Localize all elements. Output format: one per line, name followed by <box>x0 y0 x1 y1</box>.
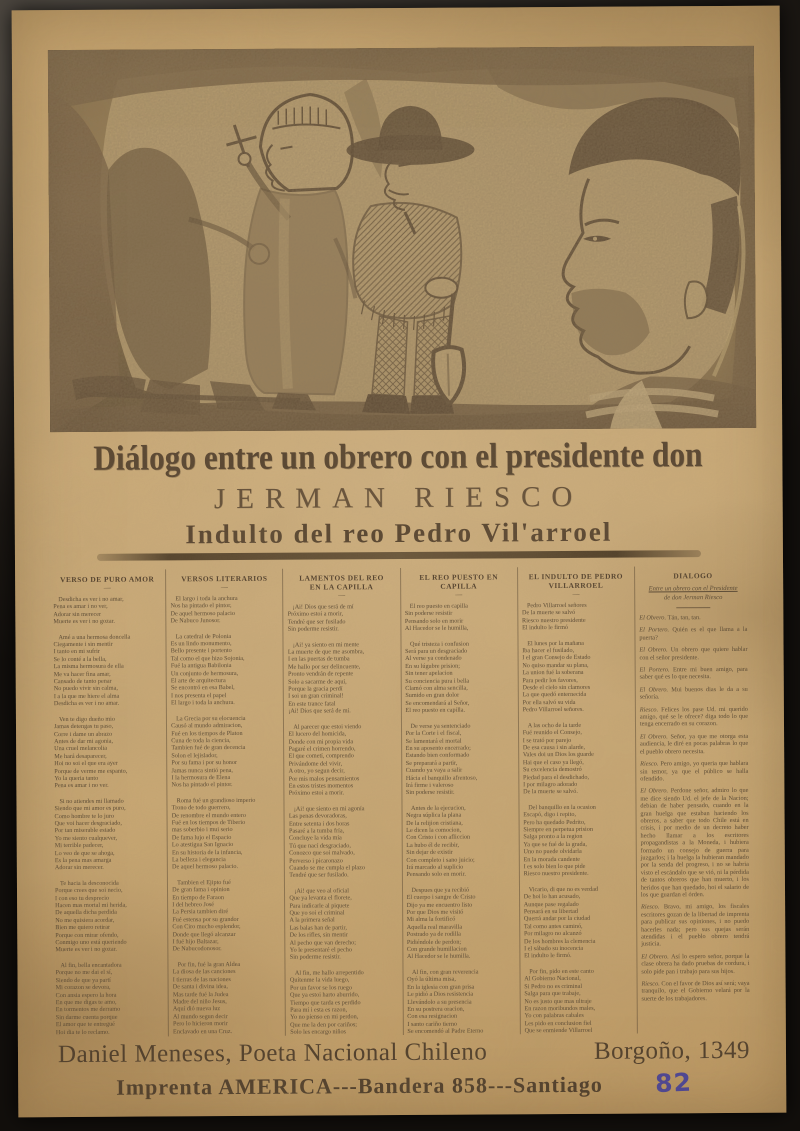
stanza: La Grecia por su elocuencia Causó al mundo admiracion, Fué en los tiempos de Platon Cuna de toda la ciencia, Tambien fué de gran decencia Solon el lejislador, Por su fama i por su honor Jamas nunca sintió pena, I la hermosura de Elena Nos ha pintado el pintor. <box>171 714 246 789</box>
dialog-speaker: El Obrero. <box>641 953 672 961</box>
stanza: Amé a una hermosa doncella Ciegamente i sin mentir I tanto en mi sufrir Se lo conté a la bella, La misma hermosura de ella Me va hacer fina amar, Cansado de tanto penar No puedo vivir sin calma, I a la que me hiere el alma Desdicha es ver i no amar. <box>53 633 131 708</box>
verse-column <box>282 568 402 1036</box>
stanza: Ven te digo dueño mio Jamas detengas tu paso, Corre i dame un abrazo Antes de dar mi agonia, Una cruel melancolia Me hará desaparecer, Hoi no soi el que era ayer Porque de verme me espanto, Yo la queria tanto Pena es amar i no ver. <box>53 715 128 790</box>
stanza: Antes de la ejecucion, Negra súplica la plana De la relijion cristiana, Le dicen la comocion, Con Cristo i con afliccion La hubo él de recibir, Sin dejar de existir Con completo i sano juicio; Irá marcado al suplicio Pensando solo en morir. <box>406 804 475 879</box>
column-subtitle: Entre un obrero con el Presidente de don Jerman Riesco <box>648 584 738 602</box>
headline-main: Diálogo entre un obrero con el presidente don <box>93 434 704 478</box>
stanza: El reo puesto en capilla Sin poderse resistir Pensando solo en morir Al Hacedor se le humilla, <box>404 602 469 633</box>
stanza: ¡Ai! que siento en mi agonía Las penas devoradoras, Entre setenta i dos horas Pasaré a la tumba fría, Concluye la vida mía Tú que nací desgraciado, Conozco que soi malvado, Perverso i picaronazo Cuando se me cumpla el plazo Tendré que ser fusilado. <box>288 804 366 880</box>
imprint: Imprenta AMERICA---Bandera 858---Santiago <box>116 1071 603 1100</box>
stanza: Al fin, bella encantadora Porque no me dai el sí, Siendo de que ya partí Mi corazon se devora, Con ansia espero la hora En que me digas te amo, En tormentos me derramo Sin darme cuenta porque El amor que te entregué Hoi dia te lo reclamo. <box>55 961 122 1036</box>
stanza: Al fin, me hallo arrepentido Quítenme la vida luego, Por un favor se los ruego Que ya estoi harto aburrido, Tiempo que tarda es perdido Para mí i esta es razon, Yo no pienso en mi perdon, Que me la den por cariños; Solo les encargo niños <box>289 969 364 1036</box>
stanza: Por fin, pido en este canto Al Gobierno Nacional, Si Pedro no es criminal Salga para que trabaje, No es justo que mas ultraje En razon moribundos males, Yo con palabras cabales Les pido en conclusion fiel Que se enmiende Villarroel <box>524 967 596 1035</box>
dialog-speaker: El Obrero. <box>640 787 671 795</box>
stanza: Roma fué un grandioso imperio Trono de todo guerrero, De renombre el mundo entero Fué en los tiempos de Tiberio mas soberbio i mui serio De fama lujo el Espacio Lo atestigua San Ignacio En su historia de la infancia, La belleza i elegancia De aquel hermoso palacio. <box>171 796 256 871</box>
stanza: A las ocho de la tarde Fué reunido el Consejo, I se trató por parejo De esa causa i sin alarde, Vales doi un Dios los guarde Hai que el caso ya llegó, Su excelencia demostró Piedad para el desdichado, I por milagro adorado De la muerte se salvó. <box>522 721 594 796</box>
dialog-exchange: El Obrero. Un obrero que quiere hablar con el señor presidente. <box>639 646 748 662</box>
column-title-dash: — <box>220 583 228 592</box>
headline-block <box>14 434 783 562</box>
verse-column <box>400 567 520 1035</box>
dialog-speaker: Riesco. <box>640 903 664 911</box>
dialog-speaker: El Obrero. <box>639 686 672 694</box>
stanza: Al fin, con gran reverencia Oyó la última misa, En la iglesia con gran prisa Le pidió a Dios resistencia Llevándolo a su presencia En su postrera oracion, Con esa resignacion I santo cariño tierno Se encomendó al Padre Eterno <box>407 968 484 1035</box>
column-title: LAMENTOS DEL REO EN LA CAPILLA <box>299 573 384 592</box>
stanza: ¡Ai! Dios que será de mí Próximo estoi a morir, Tendré que ser fusilado Sin poderme resistir. <box>287 603 354 633</box>
illustration <box>48 46 756 432</box>
dialog-speaker: El Portero. <box>639 626 673 634</box>
stanza: El lunes por la mañana Iba hacer el fusilado, I el gran Consejo de Estado No quiso mandar su plana, La union fué la soberana Para pedir los favores, Desde el cielo sin clamores La que quedó enternecida Por ella salvó su vida Pedro Villarroel señores. <box>522 639 591 714</box>
verse-column <box>517 567 637 1035</box>
verse-column <box>49 569 168 1037</box>
stanza: El largo i toda la anchura Nos ha pintado el pintor, De aquel hermoso palacio De Nabuco Junosor. <box>170 594 238 625</box>
stanza: La catedral de Polonia Es un lindo monumento, Bello presente i portento Tal como el que hizo Sojonia, Fué la antigua Babilonia Un conjunto de hermosura, El arte de arquitectura Se encontró en esa Babel, I nos presenta el papel El largo i toda la anchura. <box>170 632 245 707</box>
catalog-number: 82 <box>654 1067 693 1099</box>
headline-name: JERMAN RIESCO <box>213 480 584 516</box>
dialog-speaker: El Obrero. <box>639 733 671 741</box>
stanza: Vicario, di que no es verdad De hoi lo han acusado, Aunque pase regalado Pensará en su libertad Querrá andar por la ciudad Tal como antes caminó, Por milagro no alcanzó De los hombres la clemencia I el sábado su inocencia El indulto le firmó. <box>523 885 599 960</box>
dialog-exchange: El Portero. Quién es el que llama a la puerta? <box>639 626 748 642</box>
stanza: De verse ya sentenciado Por la Corte i el fiscal, Se lamentará el mortal En su aposento encerrado; Estando bien conformado Se preparará a partir, Cuando ya vaya a salir Hácia el banquillo afrentoso, Irá firme i valeroso Sin poderse resistir. <box>405 722 478 797</box>
woodcut-scene-svg <box>48 46 756 432</box>
dialog-speaker: Riesco. <box>639 706 662 714</box>
stanza: Despues que ya recibió El cuerpo i sangre de Cristo Dijo ya me encuentro listo Por que Dios me visitó Mi alma la fortificó Aquella real maravilla Postrado ya de rodilla Pidiéndole de perdon; Con grande humillacion Al Hacedor se le humilla. <box>406 886 476 961</box>
broadside-sheet <box>12 6 787 1118</box>
stanza: ¡Ai! ya siento en mi mente La muerte de que me asombra, I en las puertas de tumba Me hallo por ser delincuente, Pronto vendrán de repente Solo a sacarme de aquí, Porque la gracia perdí I soi un gran criminal! En este trance fatal ¡Ai! Dios que será de mí. <box>287 640 365 715</box>
dialog-exchange: Riesco. Con el favor de Dios así será; vaya tranquilo, que el Gobierno velará por la suerte de los trabajadores. <box>641 979 750 1003</box>
dialog-speaker: El Obrero. <box>639 614 668 622</box>
dialog-exchange: El Obrero. Tán, tan, tan. <box>639 614 701 622</box>
column-title: VERSOS LITERARIOS <box>181 573 268 584</box>
column-title: DIALOGO <box>673 571 713 581</box>
column-title: VERSO DE PURO AMOR <box>60 574 155 585</box>
stanza: Qué tristeza i confusion Será para un desgraciado Al verse ya condenado En su lúgubre prision; Sin tener apelacion Su conciencia pura i bella Clamó con alma sencilla, Sumido en gran dolor Se encomendará al Señor, El reo puesto en capilla. <box>405 640 470 715</box>
column-rule <box>676 607 710 608</box>
dialog-exchange: El Obrero. Mui buenos dias le da a su señoría. <box>639 685 748 701</box>
stanza: Pedro Villarroel señores De la muerte se salvó Riesco nuestro presidente El indulto le firmó <box>521 601 587 632</box>
stanza: Al parecer que estoi viendo El lucero del homicida, Donde con mi propia vida Pagaré el crimen horrendo, El que cometí, comprendo Privándome del vivir, A otro, yo segun decir, Por mis malos pensamientos En estos tristes momentos Próximo estoi a morir. <box>288 722 362 798</box>
verse-columns <box>49 566 754 1037</box>
stanza: Tambien el Ejipto fué De gran fama i opinion En tiempo de Faraon I del hebreo José La Persia tambien diré Fué estensa por su grandor Con Ciro mucho esplendor, Donde que llegó alcanzar I fué hijo Baltazar, De Nabucodonosor. <box>172 878 241 953</box>
headline-subtitle: Indulto del reo Pedro Vil'arroel <box>185 516 613 550</box>
dialog-exchange: Riesco. Pero amigo, yo queria que hablara sin temor, ya que el público se halla ofendido. <box>640 759 749 783</box>
dialog-exchange: El Portero. Entre mi buen amigo, para saber qué es lo que necesita. <box>639 665 748 681</box>
dialog-speaker: Riesco. <box>640 760 661 768</box>
dialog-exchange: El Obrero. Señor, ya que me otorga esta audiencia, le diré en pocas palabras lo que el pueblo obrero necesita. <box>639 732 749 756</box>
column-title-dash: — <box>103 583 111 592</box>
stanza: ¡Ai! que veo al oficial Que ya levanta el florete, Para indicarle al piquete Que yo soi el criminal A la primera señal Las balas han de partir, De los rifles, sin mentir Al pecho que van derecho; Yo le presentaré el pecho Sin poderme resistir. <box>289 887 357 962</box>
column-title-dash: — <box>338 591 346 600</box>
stanza: Desdicha es ver i no amar, Pena es amar i no ver, Adorar sin merecer Muerte es ver i no gozar. <box>53 595 124 626</box>
dialog-exchange: Riesco. Bravo, mi amigo, los fiscales escritores gozan de la libertad de imprenta para publicar sus opiniones, i no puedo hacerles nada; pero sus quejas serán atendidas i el pueblo obrero tendrá justicia. <box>640 903 750 948</box>
stanza: Te hacia la desconocida Porque crees que soi necio, I con eso tu desprecio Hacen mas mortal mi herida, De aquella dicha perdida No me quisiera acordar, Bien me quiero retirar Porque con mirar ofendo, Conmigo uno está queriendo Muerte es ver i no gozar. <box>54 879 127 954</box>
address: Borgoño, 1349 <box>593 1036 751 1065</box>
author-credit: Daniel Meneses, Poeta Nacional Chileno <box>57 1038 488 1069</box>
column-title: EL INDULTO DE PEDRO VILLARROEL <box>528 571 624 591</box>
headline-underline-rule <box>97 550 701 561</box>
dialog-speaker: El Portero. <box>639 666 674 674</box>
stanza: Si no atiendes mi llamado Siendo que mi amor es puro, Como hombre te lo juro Que voi hacer desgraciado, Por tan miserable estado Yo me siento cualquever, Mi terrible padecer, Lo veo de que se ahoga, Es la pena mas amarga Adorar sin merecer. <box>54 797 126 872</box>
dialog-speaker: Riesco. <box>641 980 662 988</box>
column-title-dash: — <box>572 589 580 598</box>
verse-column <box>634 566 754 1034</box>
column-title: EL REO PUESTO EN CAPILLA <box>419 572 499 591</box>
dialog-exchange: El Obrero. Perdone señor, admiro lo que me dice siendo Ud. el jefe de la Nacion; debian de haber pensado, cuando en la gran huelga que estaban haciendo los obreros, a saber que todo Chile está en crisis, i por medio de un decreto haber hecho llamar a los escritores propagandistas a la Moneda, i hubiera formado un consejo de guerra para juzgarlos; i la huelga la hubieran mandado por la senda del progreso, i no se habria visto el escándalo que se vió, ni la pérdida de tantos obreros que han muerto, i los heridos que han quedado, hoi el salario de los que guardan el órden. <box>640 787 750 899</box>
column-title-dash: — <box>455 590 463 599</box>
dialog-exchange: Riesco. Felices los pase Ud. mi querido amigo, qué se le ofrece? diga todo lo que tenga encerrado en su corazon. <box>639 705 749 729</box>
dialog-exchange: El Obrero. Así lo espero señor, porque la clase obrera ha dado pruebas de cordura, i solo pide pan i trabajo para sus hijos. <box>641 952 750 976</box>
verse-column <box>165 569 285 1037</box>
footer <box>58 1037 750 1101</box>
stanza: Por fin, fué la gran Aldea La diosa de las canciones I tierras de las naciones De santa i divina idea, Mas tarde fué la Judea Madre del niño Jesus, Aquí dió nueva luz Al mundo segun decir Pero lo hicieron morir Enclavado en una Cruz. <box>172 960 241 1035</box>
stanza: Del banquillo en la ocasion Escapó, digo i repito, Pero ha quedado Pedrito, Siempre en perpetua prision Salga pronto a la region Ya que se fué de la grada, Uno no puede olvidarla En la morada candente I es solo bien lo que pide Riesco nuestro presidente. <box>523 803 596 878</box>
dialog-speaker: El Obrero. <box>639 646 671 654</box>
